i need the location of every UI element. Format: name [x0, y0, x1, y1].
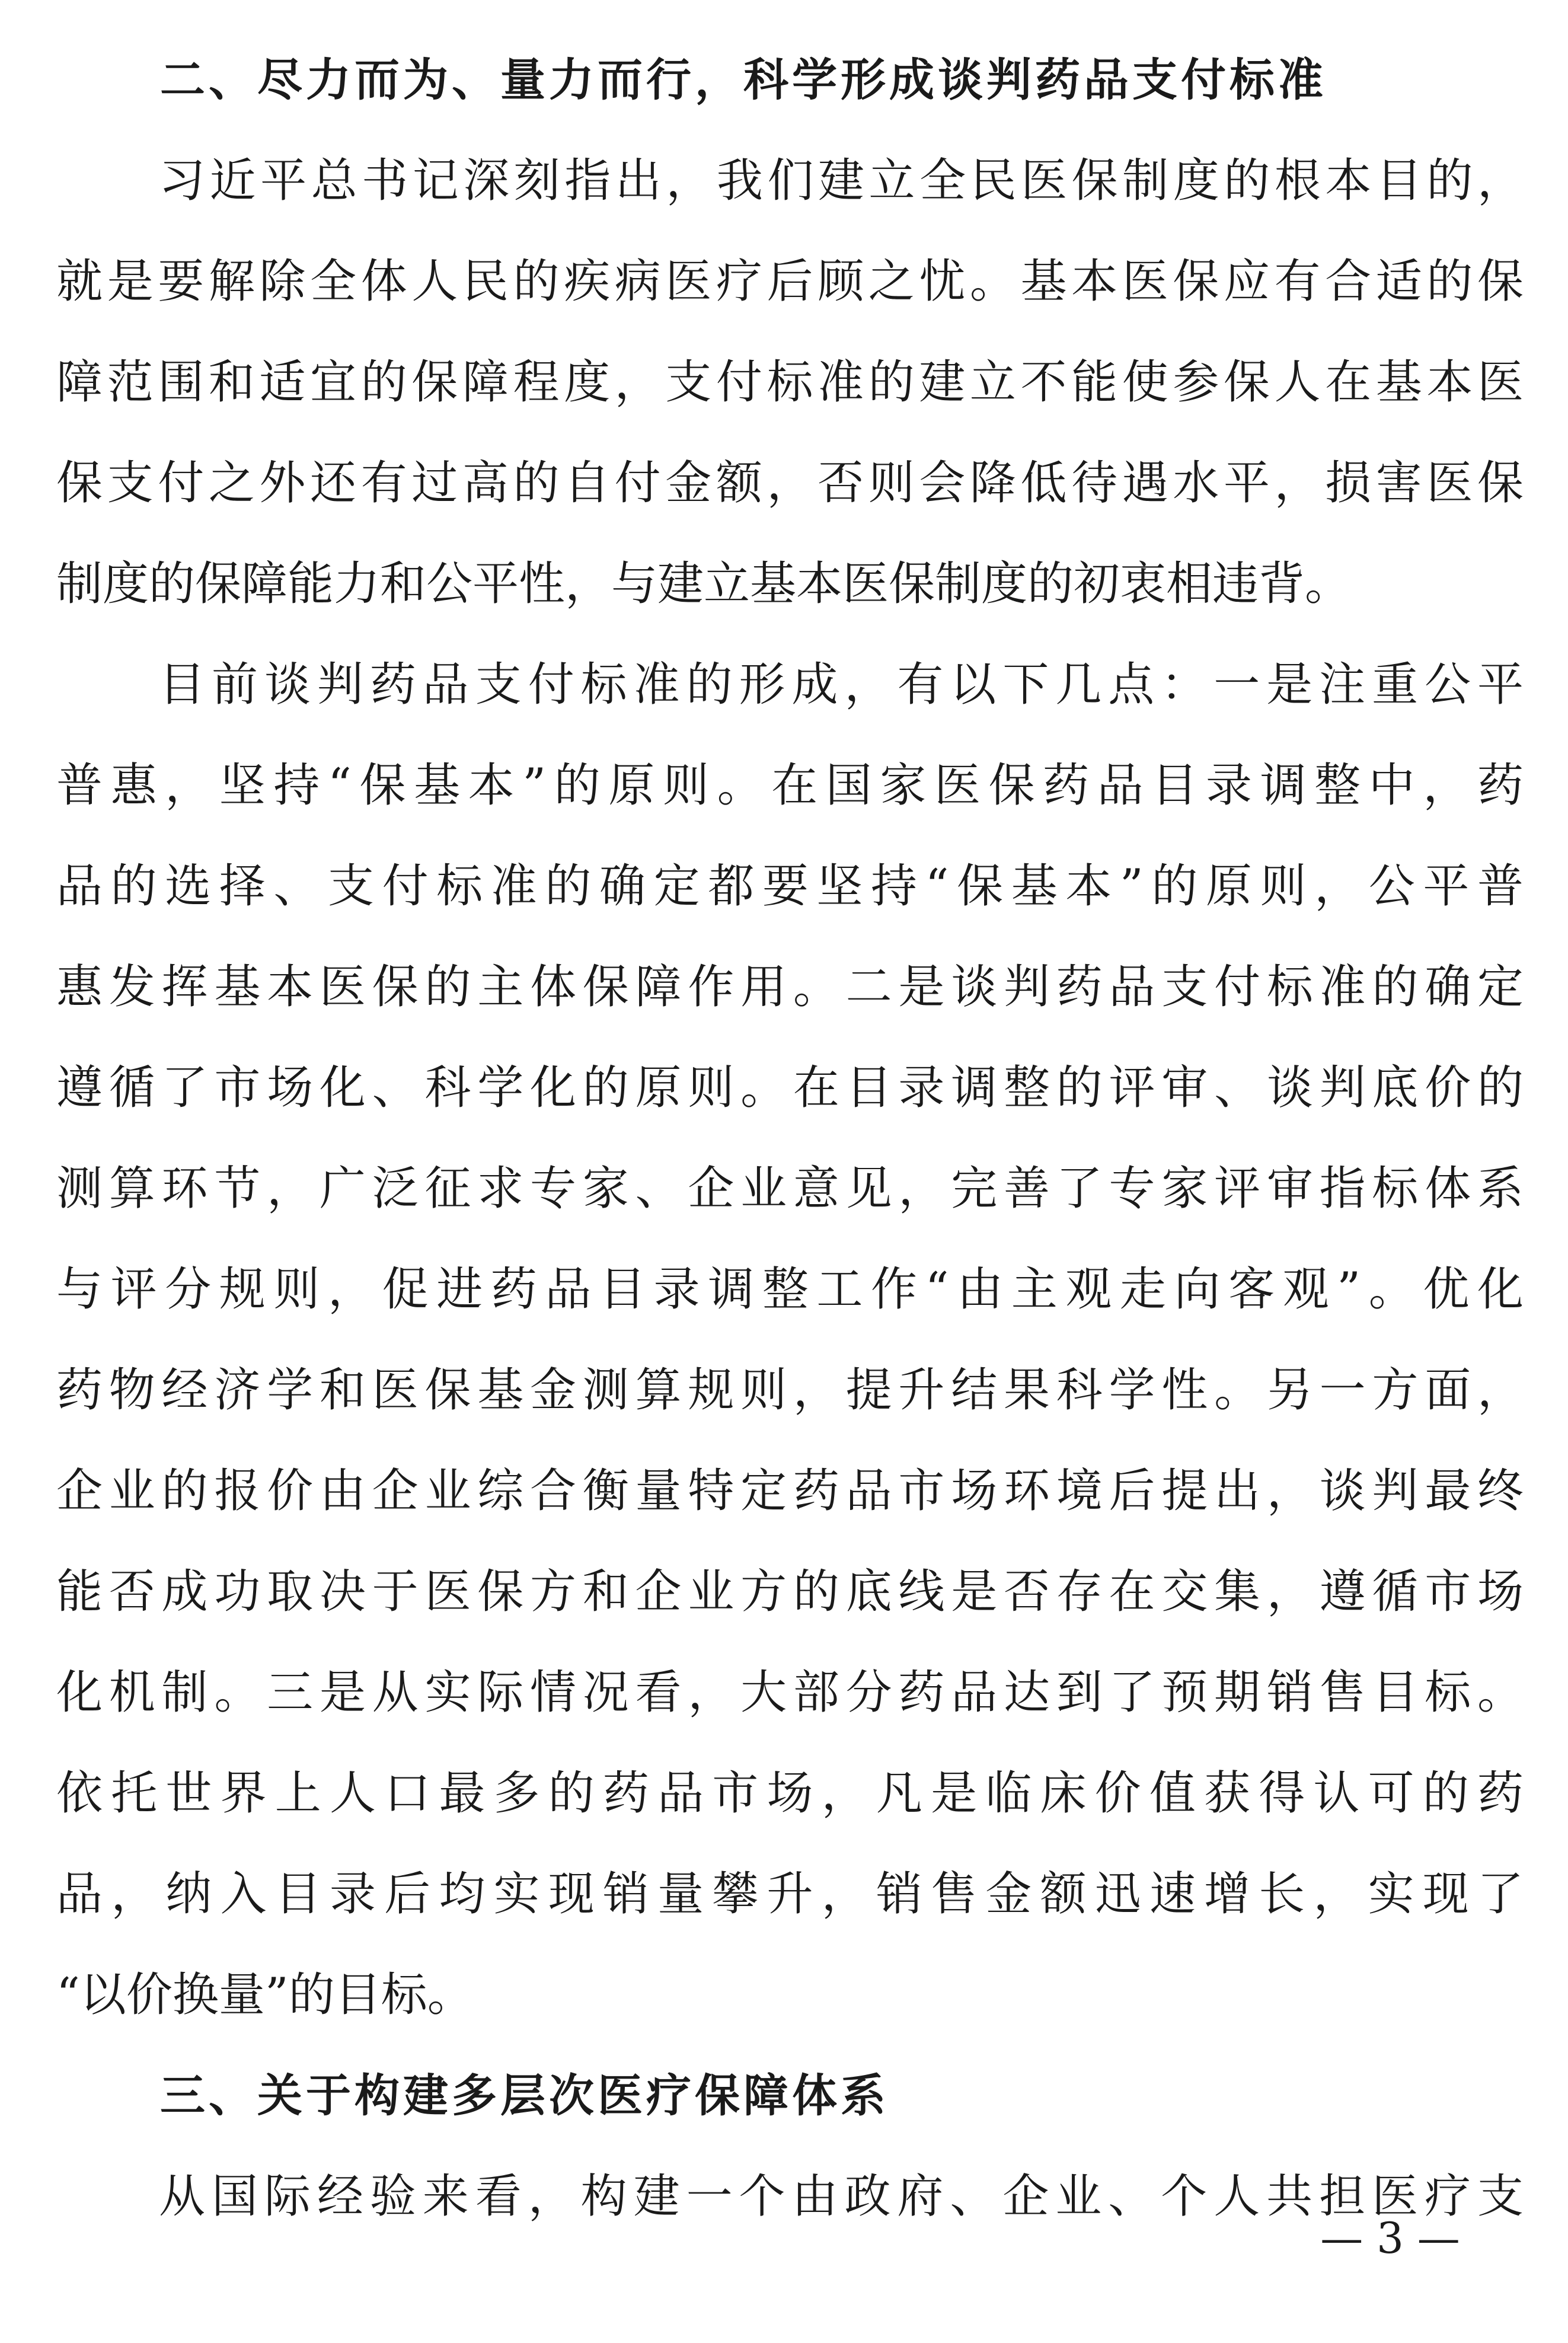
section-heading-3: 三、关于构建多层次医疗保障体系	[160, 2069, 889, 2122]
paragraph-2-line-11: 化机制。三是从实际情况看，大部分药品达到了预期销售目标。	[56, 1666, 1524, 1719]
paragraph-2-line-3: 品的选择、支付标准的确定都要坚持“保基本”的原则，公平普	[56, 860, 1524, 913]
paragraph-1-line-1: 习近平总书记深刻指出，我们建立全民医保制度的根本目的，	[159, 154, 1524, 208]
paragraph-2-line-12: 依托世界上人口最多的药品市场，凡是临床价值获得认可的药	[56, 1767, 1524, 1820]
paragraph-2-line-13: 品，纳入目录后均实现销量攀升，销售金额迅速增长，实现了	[56, 1868, 1524, 1921]
paragraph-1-line-5: 制度的保障能力和公平性，与建立基本医保制度的初衷相违背。	[56, 557, 1352, 611]
paragraph-2-line-10: 能否成功取决于医保方和企业方的底线是否存在交集，遵循市场	[56, 1565, 1524, 1619]
section-heading-2: 二、尽力而为、量力而行，科学形成谈判药品支付标准	[160, 53, 1327, 106]
paragraph-2-line-8: 药物经济学和医保基金测算规则，提升结果科学性。另一方面，	[56, 1364, 1524, 1417]
paragraph-2-line-4: 惠发挥基本医保的主体保障作用。二是谈判药品支付标准的确定	[56, 960, 1524, 1014]
page-number: — 3 —	[1320, 2213, 1460, 2263]
paragraph-2-line-7: 与评分规则，促进药品目录调整工作“由主观走向客观”。优化	[56, 1263, 1524, 1316]
paragraph-2-line-1: 目前谈判药品支付标准的形成，有以下几点：一是注重公平	[159, 658, 1524, 711]
paragraph-2-line-14: “以价换量”的目标。	[56, 1968, 474, 2022]
paragraph-3-line-1: 从国际经验来看，构建一个由政府、企业、个人共担医疗支	[159, 2170, 1524, 2223]
paragraph-2-line-9: 企业的报价由企业综合衡量特定药品市场环境后提出，谈判最终	[56, 1464, 1524, 1518]
paragraph-2-line-6: 测算环节，广泛征求专家、企业意见，完善了专家评审指标体系	[56, 1162, 1524, 1215]
paragraph-2-line-2: 普惠，坚持“保基本”的原则。在国家医保药品目录调整中，药	[56, 759, 1524, 812]
paragraph-1-line-2: 就是要解除全体人民的疾病医疗后顾之忧。基本医保应有合适的保	[56, 255, 1524, 308]
paragraph-2-line-5: 遵循了市场化、科学化的原则。在目录调整的评审、谈判底价的	[56, 1061, 1524, 1115]
paragraph-1-line-4: 保支付之外还有过高的自付金额，否则会降低待遇水平，损害医保	[56, 457, 1524, 510]
paragraph-1-line-3: 障范围和适宜的保障程度，支付标准的建立不能使参保人在基本医	[56, 356, 1524, 409]
